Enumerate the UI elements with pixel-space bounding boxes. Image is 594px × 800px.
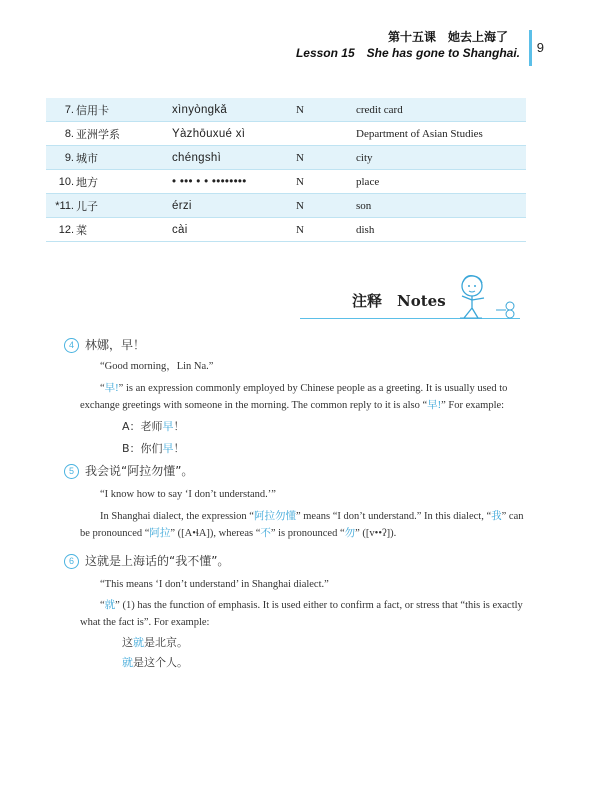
vocab-english: dish	[356, 218, 526, 242]
note-heading-text: 我会说“阿拉勿懂”。	[85, 464, 194, 478]
vocab-chinese: 菜	[76, 218, 172, 242]
example-sentence	[122, 440, 185, 456]
vocab-part-of-speech: N	[296, 218, 356, 242]
vocab-row	[46, 146, 526, 170]
text-run: be pronounced “	[80, 528, 150, 539]
example-sentence	[122, 418, 185, 434]
note-heading-text: 这就是上海话的“我不懂”。	[85, 554, 230, 568]
vocab-english: son	[356, 194, 526, 218]
text-run: ” ([v••ʔ]).	[355, 528, 397, 539]
vocab-row	[46, 194, 526, 218]
vocab-number: 8.	[46, 122, 76, 146]
text-run: ！	[173, 442, 185, 455]
note-translation: “This means ‘I don’t understand’ in Shanghai dialect.”	[100, 579, 329, 590]
vocab-number: 7.	[46, 98, 76, 122]
vocab-part-of-speech: N	[296, 98, 356, 122]
text-run: ” (1) has the function of emphasis. It is used either to confirm a fact, or stress that “this is exactly	[115, 600, 523, 611]
vocab-part-of-speech: N	[296, 146, 356, 170]
vocab-row	[46, 170, 526, 194]
example-sentence	[122, 654, 188, 670]
highlight-text: 就	[104, 600, 116, 611]
text-run: In Shanghai dialect, the expression “	[100, 511, 254, 522]
highlight-text: 就	[133, 636, 144, 649]
highlight-text: 我	[491, 511, 502, 522]
note-heading	[64, 336, 145, 353]
text-run: ” is pronounced “	[270, 528, 345, 539]
note-translation: “Good morning，Lin Na.”	[100, 361, 214, 372]
vocab-chinese: 亚洲学系	[76, 122, 172, 146]
vocab-part-of-speech	[296, 122, 356, 146]
text-run: exchange greetings with someone in the morning. The common reply to it is also “	[80, 400, 428, 411]
vocab-number: 9.	[46, 146, 76, 170]
text-run: ” ([A•ɬA]), whereas “	[170, 528, 261, 539]
note-paragraph-line	[100, 597, 523, 614]
vocab-pinyin: • ••• • • ••••••••	[172, 170, 296, 194]
note-heading-text: 林娜，早！	[85, 338, 146, 352]
vocab-number: 12.	[46, 218, 76, 242]
highlight-text: 不	[260, 528, 271, 539]
note-translation: “I know how to say ‘I don’t understand.’”	[100, 489, 276, 500]
vocab-part-of-speech: N	[296, 194, 356, 218]
vocab-chinese: 信用卡	[76, 98, 172, 122]
note-heading	[64, 552, 229, 569]
vocab-pinyin: xìnyòngkǎ	[172, 98, 296, 122]
vocab-row	[46, 218, 526, 242]
highlight-text: 早!	[104, 383, 119, 394]
text-run: “	[100, 600, 105, 611]
text-run: B：你们	[122, 442, 163, 455]
vocab-row	[46, 122, 526, 146]
highlight-text: 早	[162, 442, 174, 455]
vocab-english: city	[356, 146, 526, 170]
text-run: “	[100, 383, 105, 394]
header-accent-bar	[529, 30, 532, 66]
vocab-pinyin: Yàzhōuxué xì	[172, 122, 296, 146]
vocab-chinese: 地方	[76, 170, 172, 194]
note-number-badge: 4	[64, 338, 79, 353]
example-sentence	[122, 634, 188, 650]
lesson-title-chinese: 第十五课 她去上海了	[387, 30, 508, 44]
note-number-badge: 6	[64, 554, 79, 569]
vocab-pinyin: cài	[172, 218, 296, 242]
vocab-english: Department of Asian Studies	[356, 122, 526, 146]
vocab-chinese: 儿子	[76, 194, 172, 218]
text-run: ” is an expression commonly employed by Chinese people as a greeting. It is usually used to	[118, 383, 508, 394]
note-heading	[64, 462, 193, 479]
vocab-pinyin: chéngshì	[172, 146, 296, 170]
cartoon-child-icon	[452, 272, 522, 324]
vocab-chinese: 城市	[76, 146, 172, 170]
vocab-row	[46, 98, 526, 122]
note-paragraph-line	[100, 508, 523, 525]
vocab-pinyin: érzi	[172, 194, 296, 218]
vocab-english: place	[356, 170, 526, 194]
note-paragraph-line: what the fact is”. For example:	[80, 617, 210, 628]
vocabulary-table	[46, 98, 526, 242]
text-run: ” For example:	[441, 400, 505, 411]
text-run: ” can	[501, 511, 524, 522]
text-run: 这	[122, 636, 133, 649]
text-run: 是这个人。	[133, 656, 188, 669]
text-run: A：老师	[122, 420, 163, 433]
vocab-number: 10.	[46, 170, 76, 194]
text-run: ” means “I don’t understand.” In this dialect, “	[295, 511, 492, 522]
note-paragraph-line	[80, 525, 396, 542]
vocab-english: credit card	[356, 98, 526, 122]
lesson-title-english: Lesson 15 She has gone to Shanghai.	[295, 46, 520, 60]
vocab-part-of-speech: N	[296, 170, 356, 194]
highlight-text: 早	[162, 420, 174, 433]
page-number: 9	[536, 40, 544, 55]
highlight-text: 勿	[344, 528, 356, 539]
note-paragraph-line	[100, 380, 507, 397]
text-run: ！	[173, 420, 185, 433]
highlight-text: 阿拉勿懂	[253, 511, 296, 522]
note-paragraph-line	[80, 397, 504, 414]
vocab-number: *11.	[46, 194, 76, 218]
note-number-badge: 5	[64, 464, 79, 479]
highlight-text: 早!	[427, 400, 442, 411]
text-run: 是北京。	[144, 636, 188, 649]
highlight-text: 就	[122, 656, 133, 669]
notes-section-title: 注释 Notes	[352, 292, 446, 310]
highlight-text: 阿拉	[149, 528, 171, 539]
